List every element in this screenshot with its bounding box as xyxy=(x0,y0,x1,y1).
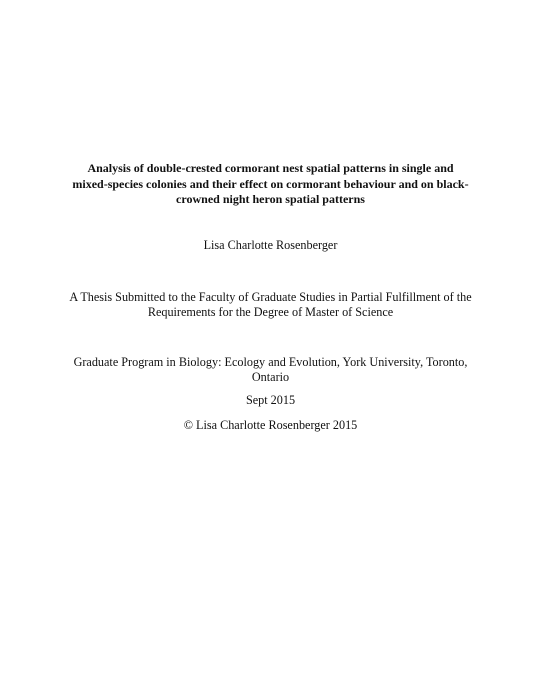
submission-line: Requirements for the Degree of Master of Science xyxy=(147,305,394,319)
thesis-title-line: mixed-species colonies and their effect on cormorant behaviour and on black- xyxy=(72,176,469,191)
submission-line: A Thesis Submitted to the Faculty of Graduate Studies in Partial Fulfillment of the xyxy=(69,290,472,304)
graduate-program xyxy=(60,355,481,385)
program-line: Graduate Program in Biology: Ecology and Evolution, York University, Toronto, xyxy=(73,355,468,369)
author-name: Lisa Charlotte Rosenberger xyxy=(203,238,338,252)
submission-statement xyxy=(60,290,481,320)
thesis-title xyxy=(60,161,481,208)
submission-date: Sept 2015 xyxy=(245,393,296,407)
program-line: Ontario xyxy=(251,370,290,384)
thesis-title-line: Analysis of double-crested cormorant nest spatial patterns in single and xyxy=(87,161,454,175)
copyright-notice: © Lisa Charlotte Rosenberger 2015 xyxy=(183,418,358,432)
thesis-title-line: crowned night heron spatial patterns xyxy=(176,192,365,206)
